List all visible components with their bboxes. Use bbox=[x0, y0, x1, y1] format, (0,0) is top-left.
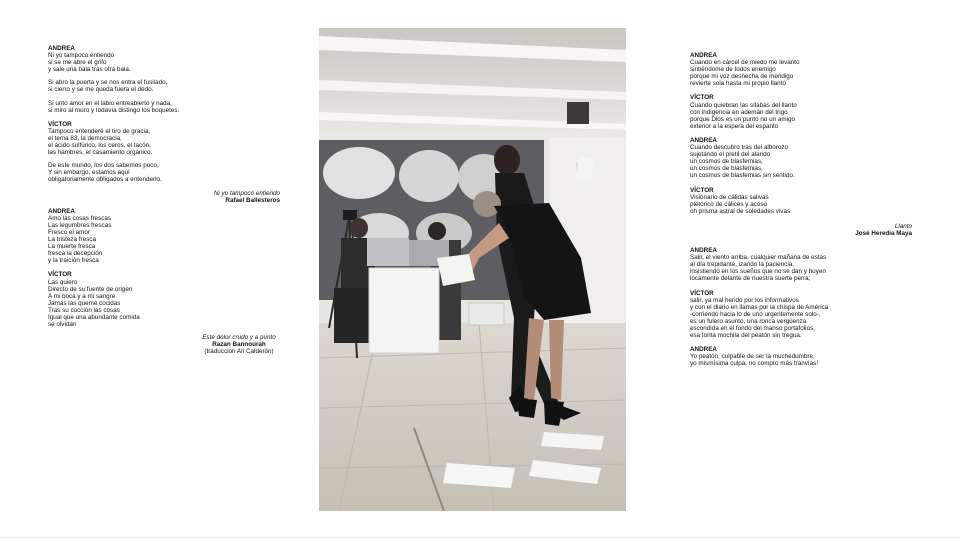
verse-line: Las quiero bbox=[48, 278, 78, 286]
right-block-5 bbox=[690, 247, 912, 282]
poem-author: Rafael Ballesteros bbox=[225, 196, 280, 204]
poem-title: Ni yo tampoco entiendo bbox=[213, 189, 280, 197]
verse-line: al día trepidante, izando la paciencia, bbox=[690, 261, 794, 269]
speaker-name: ANDREA bbox=[690, 52, 717, 59]
verse-line: un cosmos de blasfemias, bbox=[690, 158, 763, 166]
verse-line: Amo las cosas frescas bbox=[48, 214, 111, 222]
left-block-1 bbox=[48, 45, 280, 114]
poem-credit bbox=[198, 334, 280, 355]
verse-line: revierte sola hasta mi propio llanto bbox=[690, 80, 786, 88]
speaker-name: ANDREA bbox=[48, 45, 75, 52]
poem-translator: (traducción Alí Calderón) bbox=[204, 348, 274, 356]
verse-line: Cuando quiebran las sílabas del llanto bbox=[690, 101, 797, 109]
verse-line: si cierro y se me queda fuera el dedo. bbox=[48, 86, 154, 94]
verse-line: Las legumbres frescas bbox=[48, 221, 112, 229]
speaker-name: ANDREA bbox=[690, 136, 717, 144]
verse-line: Directo de su fuente de origen bbox=[48, 285, 133, 293]
verse-line: Fresco el amor bbox=[48, 228, 90, 236]
poem-credit bbox=[690, 223, 912, 237]
verse-line: se olvidan bbox=[48, 321, 77, 329]
verse-line: Y sin embargo, estamos aquí bbox=[48, 169, 130, 177]
speaker-name: VÍCTOR bbox=[48, 271, 72, 279]
right-block-1 bbox=[690, 52, 912, 87]
verse-line: Cuando en cárcel de miedo me levanto bbox=[690, 59, 800, 67]
verse-line: locamente delante de nuestra suerte perra; bbox=[690, 275, 811, 283]
speaker-name: VÍCTOR bbox=[48, 120, 72, 128]
verse-line: y sale una bala tras otra bala. bbox=[48, 66, 131, 74]
right-poem-column bbox=[690, 52, 912, 367]
right-block-2 bbox=[690, 94, 912, 129]
verse-line: Yo peatón, culpable de ser la muchedumbre, bbox=[690, 353, 815, 361]
speaker-name: VÍCTOR bbox=[690, 186, 714, 194]
verse-line: Visionario de cálidas salivas bbox=[690, 193, 769, 201]
verse-line: Salir, el viento arriba, cualquier mañana de estas bbox=[690, 254, 827, 262]
verse-line: Jamás las quemé cocidas bbox=[48, 299, 121, 307]
right-block-7 bbox=[690, 346, 912, 367]
right-block-3 bbox=[690, 137, 912, 180]
verse-line: las hambres, el casamiento orgánico. bbox=[48, 149, 153, 157]
verse-line: si miro al muro y todavía distingo los boquetes. bbox=[48, 106, 180, 114]
verse-line: Ni yo tampoco entiendo bbox=[48, 52, 115, 60]
verse-line: un cosmos de blasfemias, bbox=[690, 165, 763, 173]
verse-line: Cuando descubro tras del alborozo bbox=[690, 144, 789, 152]
left-poem-column bbox=[48, 45, 280, 359]
verse-line: Tras su cocción las cosas bbox=[48, 306, 120, 314]
verse-line: Igual que una abundante comida bbox=[48, 314, 140, 321]
verse-line: si se me abre el grifo bbox=[48, 59, 107, 67]
speaker-name: VÍCTOR bbox=[690, 289, 714, 297]
performance-photo-illustration bbox=[319, 28, 626, 511]
verse-line: pletórico de cálices y acoso bbox=[690, 200, 768, 208]
performance-photo bbox=[319, 28, 626, 511]
verse-line: sujetando el pretil del alarido bbox=[690, 151, 771, 159]
page-divider bbox=[0, 537, 960, 538]
poem-title: Llanto bbox=[894, 222, 912, 230]
verse-line: y la traición fresca bbox=[48, 257, 99, 265]
verse-line: es un fulero asunto, una ronca vergüenza bbox=[690, 317, 807, 325]
verse-line: A mi boca y a mi sangre bbox=[48, 292, 116, 300]
verse-line: porque Dios es un punto no un amigo bbox=[690, 115, 796, 123]
verse-line: Si abro la puerta y se nos entra el fusilado, bbox=[48, 79, 168, 87]
verse-line: un cosmos de blasfemias sin sentido. bbox=[690, 172, 795, 180]
verse-line: La muerte fresca bbox=[48, 243, 96, 251]
verse-line: esa tonta mochila del peatón sin tregua. bbox=[690, 332, 802, 340]
verse-line: con indigencia en ademán del trigo bbox=[690, 108, 788, 116]
verse-line: exterior a la espera del espanto bbox=[690, 122, 779, 130]
verse-line: insistiendo en los sueños que no se dan y huyen bbox=[690, 268, 826, 276]
verse-line: salir, ya mal herido por los informativos bbox=[690, 296, 799, 304]
speaker-name: ANDREA bbox=[690, 346, 717, 354]
poem-author: José Heredia Maya bbox=[855, 229, 912, 237]
verse-line: escondida en el fondo del manso portafolios, bbox=[690, 325, 815, 332]
verse-line: Tampoco entenderé el tiro de gracia, bbox=[48, 127, 151, 135]
speaker-name: VÍCTOR bbox=[690, 94, 714, 102]
right-block-6 bbox=[690, 290, 912, 340]
left-block-2 bbox=[48, 121, 280, 184]
verse-line: La tristeza fresca bbox=[48, 236, 96, 244]
right-block-4 bbox=[690, 187, 912, 215]
verse-line: De este mundo, los dos sabemos poco, bbox=[48, 162, 159, 170]
verse-line: fresca la decepción bbox=[48, 250, 103, 258]
verse-line: el tema 83, la democracia, bbox=[48, 134, 122, 142]
poem-credit bbox=[48, 190, 280, 204]
verse-line: yo mismísima culpa, no compro más tranvías! bbox=[690, 360, 819, 368]
verse-line: y con el diario en llamas por la chispa de América bbox=[690, 303, 829, 311]
verse-line: porque mi voz deshecha de mendigo bbox=[690, 73, 794, 81]
verse-line: sintiéndome de todos enemigo bbox=[690, 66, 776, 74]
verse-line: Si unto amor en el labio entreabierto y nada, bbox=[48, 99, 172, 107]
poem-title: Este dolor crudo y a punto bbox=[202, 334, 276, 342]
verse-line: obligatoriamente obligados a entenderlo. bbox=[48, 176, 162, 184]
verse-line: -corriendo hacia lo de uno urgentemente solo-, bbox=[690, 310, 821, 318]
left-block-4 bbox=[48, 271, 280, 328]
poem-author: Razan Bannourah bbox=[212, 341, 266, 349]
speaker-name: ANDREA bbox=[690, 247, 717, 255]
speaker-name: ANDREA bbox=[48, 207, 75, 215]
verse-line: oh prisma astral de soledades vivas bbox=[690, 207, 791, 215]
left-block-3 bbox=[48, 208, 280, 265]
verse-line: el ácido sulfúrico, los ceros, el tacón, bbox=[48, 142, 151, 150]
